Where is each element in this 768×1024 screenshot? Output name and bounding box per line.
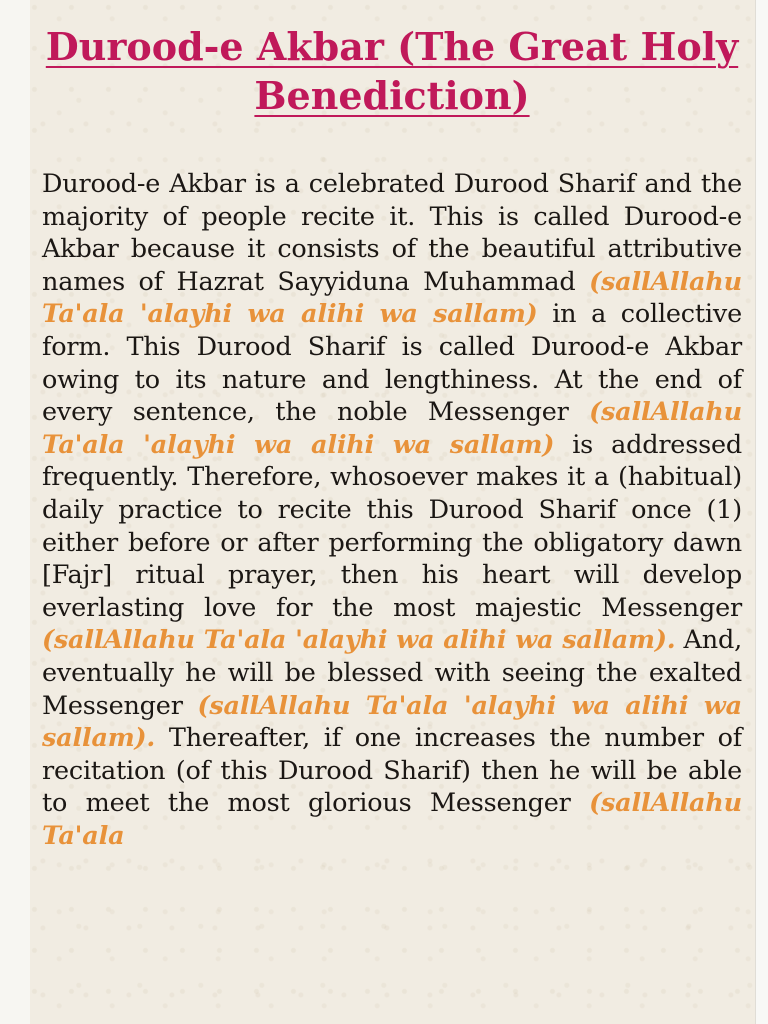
salutation-phrase: (sallAllahu Ta'ala 'alayhi wa alihi wa sallam).	[42, 625, 676, 656]
salutation-phrase: (sallAllahu Ta'ala 'alayhi wa alihi wa sallam)	[42, 266, 742, 330]
body-paragraph	[42, 168, 742, 852]
text-segment: And, eventually he will be blessed with seeing the exalted Messenger	[42, 625, 742, 721]
text-segment: in a collective form. This Durood Sharif is called Durood-e Akbar owing to its nature and lengthiness. At the end of every sentence, the noble Messenger	[42, 299, 742, 428]
text-segment: is addressed frequently. Therefore, whosoever makes it a (habitual) daily practice to recite this Durood Sharif once (1) either before or after performing the obligatory dawn [Fajr] ritual prayer, then his heart will develop everlasting love for the most majestic Messenger	[42, 429, 742, 623]
text-segment: Thereafter, if one increases the number of recitation (of this Durood Sharif) then he will be able to meet the most glorious Messenger	[42, 723, 742, 819]
right-page-edge	[755, 0, 768, 1024]
page-title: Durood-e Akbar (The Great Holy Benediction)	[45, 24, 739, 118]
salutation-phrase: (sallAllahu Ta'ala 'alayhi wa alihi wa sallam).	[42, 690, 742, 754]
text-segment: Durood-e Akbar is a celebrated Durood Sharif and the majority of people recite it. This is called Durood-e Akbar because it consists of the beautiful attributive names of Hazrat Sayyiduna Muhammad	[42, 169, 742, 297]
left-page-edge	[0, 0, 31, 1024]
salutation-phrase: (sallAllahu Ta'ala 'alayhi wa alihi wa sallam)	[42, 397, 742, 460]
salutation-phrase: (sallAllahu Ta'ala	[42, 788, 742, 851]
